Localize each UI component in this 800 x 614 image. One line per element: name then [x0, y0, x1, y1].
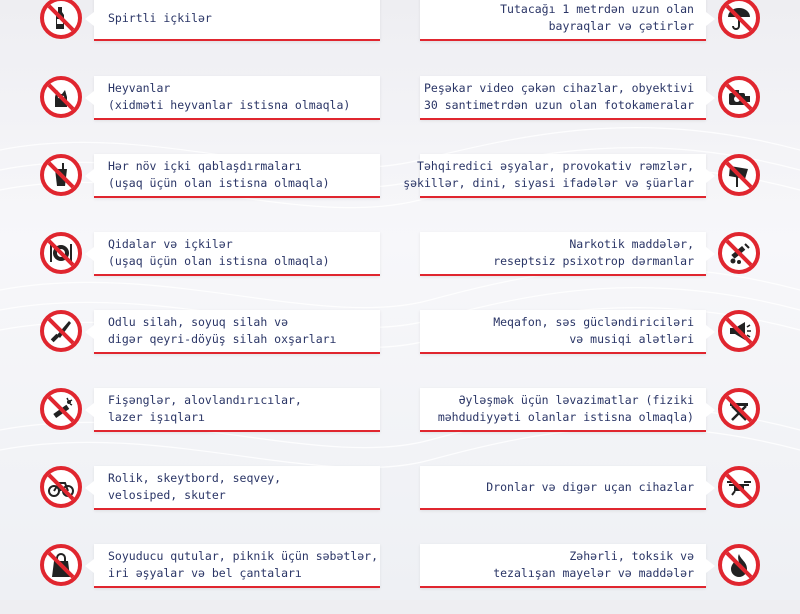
- item-label: Fişənglər, alovlandırıcılar, lazer işıqları: [94, 388, 380, 432]
- item-label: Hər növ içki qablaşdırmaları (uşaq üçün olan istisna olmaqla): [94, 154, 380, 198]
- prohibited-item-row: [0, 76, 800, 146]
- prohibited-item-row: [0, 544, 800, 614]
- item-label: Soyuducu qutular, piknik üçün səbətlər, iri əşyalar və bel çantaları: [94, 544, 380, 588]
- item-label: Meqafon, səs gücləndiriciləri və musiqi alətləri: [420, 310, 706, 354]
- camera-icon: [718, 76, 760, 118]
- item-label: Peşəkar video çəkən cihazlar, obyektivi 30 santimetrdən uzun olan fotokameralar: [420, 76, 706, 120]
- item-label: Heyvanlar (xidməti heyvanlar istisna olmaqla): [94, 76, 380, 120]
- item-label: Qidalar və içkilər (uşaq üçün olan istisna olmaqla): [94, 232, 380, 276]
- prohibited-item-row: [0, 154, 800, 224]
- item-label: Odlu silah, soyuq silah və digər qeyri-döyüş silah oxşarları: [94, 310, 380, 354]
- item-label: Narkotik maddələr, reseptsiz psixotrop dərmanlar: [420, 232, 706, 276]
- flame-icon: [718, 544, 760, 586]
- item-label: Rolik, skeytbord, seqvey, velosiped, skuter: [94, 466, 380, 510]
- umbrella-icon: [718, 0, 760, 39]
- prohibited-item-row: [0, 0, 800, 67]
- flag-banner-icon: [718, 154, 760, 196]
- item-label: Tutacağı 1 metrdən uzun olan bayraqlar və çətirlər: [420, 0, 706, 41]
- prohibited-item-row: [0, 310, 800, 380]
- prohibited-item-row: [0, 232, 800, 302]
- item-label: Dronlar və digər uçan cihazlar: [420, 466, 706, 510]
- item-label: Əyləşmək üçün ləvazimatlar (fiziki məhdudiyyəti olanlar istisna olmaqla): [420, 388, 706, 432]
- folding-chair-icon: [718, 388, 760, 430]
- item-label: Spirtli içkilər: [94, 0, 380, 41]
- item-label: Zəhərli, toksik və tezalışan mayelər və maddələr: [420, 544, 706, 588]
- prohibited-item-row: [0, 388, 800, 458]
- megaphone-icon: [718, 310, 760, 352]
- item-label: Təhqiredici əşyalar, provokativ rəmzlər, şəkillər, dini, siyasi ifadələr və şüarlar: [420, 154, 706, 198]
- syringe-pills-icon: [718, 232, 760, 274]
- prohibited-item-row: [0, 466, 800, 536]
- drone-icon: [718, 466, 760, 508]
